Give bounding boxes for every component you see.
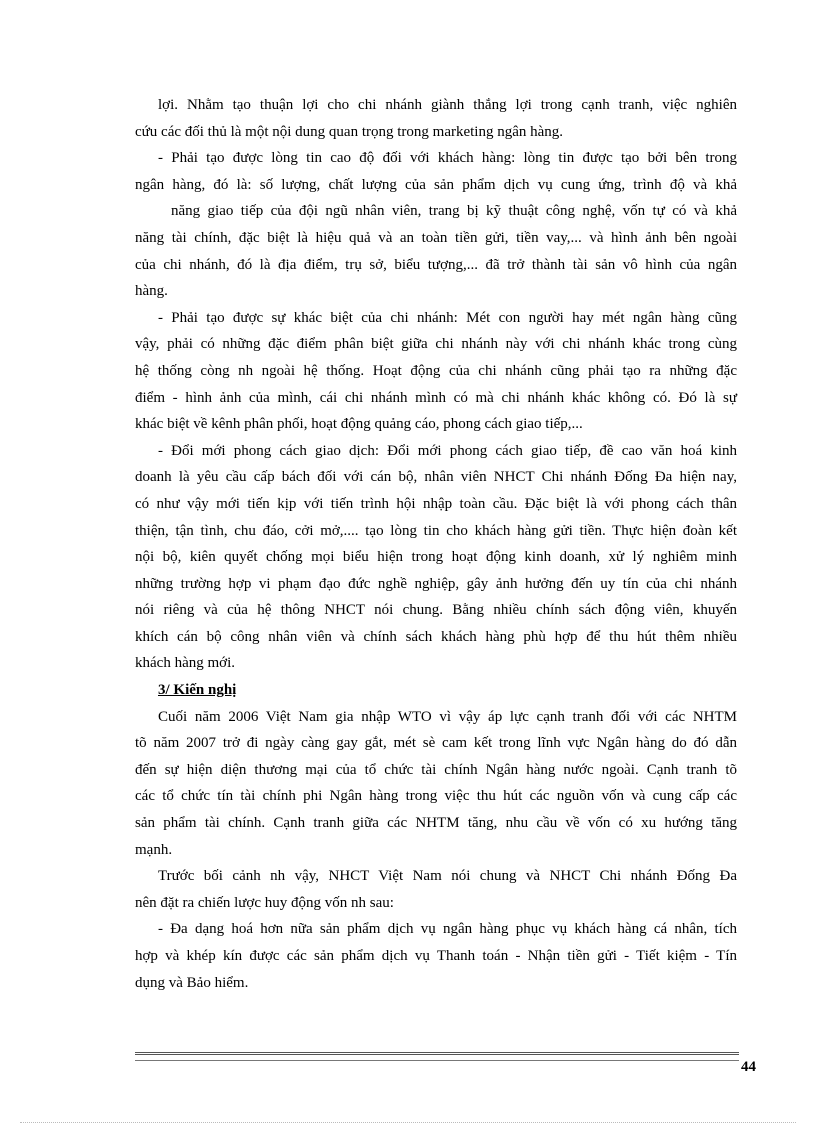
text-line: nội bộ, kiên quyết chống mọi biểu hiện trong hoạt động kinh doanh, xử lý nghiêm minh bbox=[135, 549, 737, 566]
section-heading: 3/ Kiến nghị bbox=[158, 682, 237, 699]
text-line: nói riêng và của hệ thông NHCT nói chung. Bằng nhiều chính sách động viên, khuyến bbox=[135, 602, 737, 619]
text-line: lợi. Nhằm tạo thuận lợi cho chi nhánh giành thắng lợi trong cạnh tranh, việc nghiên bbox=[158, 97, 737, 113]
text-line: vậy, phải có những đặc điểm phân biệt giữa chi nhánh này với chi nhánh khác trong cùng bbox=[135, 336, 737, 353]
text-line: Trước bối cảnh nh vậy, NHCT Việt Nam nói chung và NHCT Chi nhánh Đống Đa bbox=[158, 868, 737, 885]
text-line: đến sự hiện diện thương mại của tổ chức tài chính Ngân hàng nước ngoài. Cạnh tranh tõ bbox=[135, 761, 737, 778]
text-line: dụng và Bảo hiểm. bbox=[135, 974, 249, 991]
page-number: 44 bbox=[741, 1059, 756, 1075]
text-line: mạnh. bbox=[135, 841, 173, 858]
text-line: nên đặt ra chiến lược huy động vốn nh sau: bbox=[135, 894, 394, 911]
text-line: - Phải tạo được lòng tin cao độ đối với khách hàng: lòng tin được tạo bởi bên trong bbox=[158, 150, 737, 167]
text-line: Cuối năm 2006 Việt Nam gia nhập WTO vì vậy áp lực cạnh tranh đối với các NHTM bbox=[158, 708, 737, 725]
text-line: của chi nhánh, đó là địa điểm, trụ sở, biểu tượng,... đã trở thành tài sản vô hình của ngân bbox=[135, 256, 737, 273]
body-text bbox=[135, 92, 737, 996]
text-line: khác biệt về kênh phân phối, hoạt động quảng cáo, phong cách giao tiếp,... bbox=[135, 416, 583, 433]
text-line: hàng. bbox=[135, 283, 168, 300]
footer-rule bbox=[135, 1052, 739, 1061]
text-line: - Đa dạng hoá hơn nữa sản phẩm dịch vụ ngân hàng phục vụ khách hàng cá nhân, tích bbox=[158, 921, 737, 938]
text-line: các tổ chức tín tài chính phi Ngân hàng trong việc thu hút các nguồn vốn và cung cấp các bbox=[135, 788, 737, 805]
text-line: thiện, tận tình, chu đáo, cởi mở,.... tạo lòng tin cho khách hàng gửi tiền. Thực hiện đoàn kết bbox=[135, 522, 737, 539]
text-line: có như vậy mới tiến kịp với tiến trình hội nhập toàn cầu. Đặc biệt là với phong cách thân bbox=[135, 495, 737, 512]
text-line: cứu các đối thủ là một nội dung quan trọng trong marketing ngân hàng. bbox=[135, 123, 564, 140]
text-line: doanh là yêu cầu cấp bách đối với cán bộ, nhân viên NHCT Chi nhánh Đống Đa hiện nay, bbox=[135, 469, 737, 486]
text-line: hợp và khép kín được các sản phẩm dịch vụ Thanh toán - Nhận tiền gửi - Tiết kiệm - Tín bbox=[135, 948, 737, 964]
text-line: tõ năm 2007 trở đi ngày càng gay gắt, mét sè cam kết trong lĩnh vực Ngân hàng do đó dẫn bbox=[135, 735, 737, 752]
text-line: - Phải tạo được sự khác biệt của chi nhánh: Mét con người hay mét ngân hàng cũng bbox=[158, 309, 737, 326]
text-line: hệ thống còng nh ngoài hệ thống. Hoạt động của chi nhánh cũng phải tạo ra những đặc bbox=[135, 362, 737, 379]
text-line: - Đổi mới phong cách giao dịch: Đổi mới phong cách giao tiếp, đề cao văn hoá kinh bbox=[158, 442, 737, 459]
text-line: khích cán bộ công nhân viên và chính sách khách hàng phù hợp để thu hút thêm nhiều bbox=[135, 628, 737, 645]
text-line: khách hàng mới. bbox=[135, 655, 235, 672]
text-line: điểm - hình ảnh của mình, cái chi nhánh mình có mà chi nhánh khác không có. Đó là sự bbox=[135, 389, 737, 406]
text-line: sản phẩm tài chính. Cạnh tranh giữa các NHTM tăng, nhu cầu về vốn có xu hướng tăng bbox=[135, 815, 737, 832]
text-line: năng giao tiếp của đội ngũ nhân viên, trang bị kỹ thuật công nghệ, vốn tự có và khả bbox=[171, 203, 737, 220]
text-line: ngân hàng, đó là: số lượng, chất lượng của sản phẩm dịch vụ cung ứng, trình độ và khả bbox=[135, 176, 737, 193]
text-line: năng tài chính, đặc biệt là hiệu quả và an toàn tiền gửi, tiền vay,... và hình ảnh bên ngoài bbox=[135, 229, 737, 246]
text-line: những trường hợp vi phạm đạo đức nghề nghiệp, gây ảnh hưởng đến uy tín của chi nhánh bbox=[135, 575, 737, 592]
